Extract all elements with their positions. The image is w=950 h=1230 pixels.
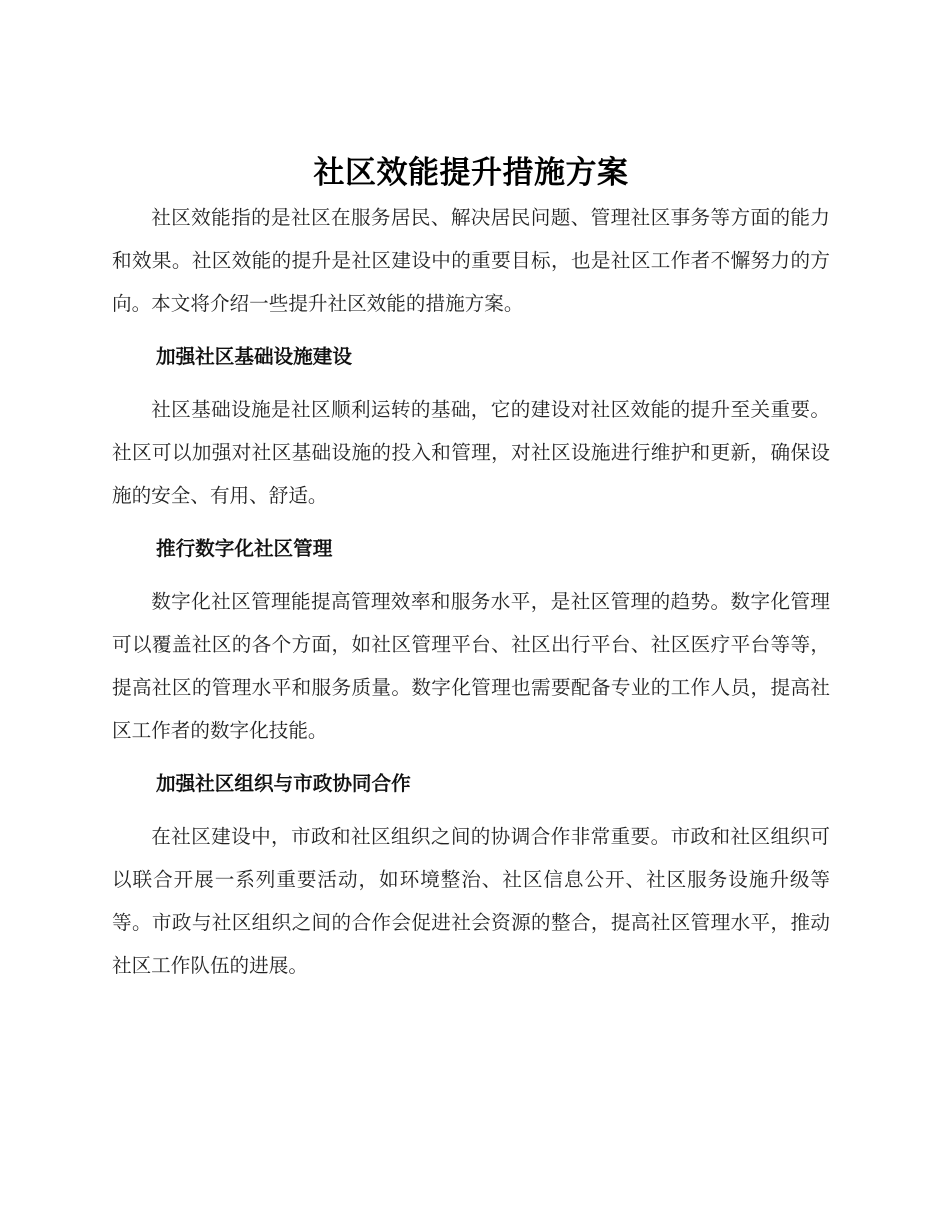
section-body-digital-management: 数字化社区管理能提高管理效率和服务水平，是社区管理的趋势。数字化管理可以覆盖社区的各个方面，如社区管理平台、社区出行平台、社区医疗平台等等，提高社区的管理水平和服务质量。数字化管理也需要配备专业的工作人员，提高社区工作者的数字化技能。 [112, 590, 830, 742]
section-body-infrastructure: 社区基础设施是社区顺利运转的基础，它的建设对社区效能的提升至关重要。社区可以加强对社区基础设施的投入和管理，对社区设施进行维护和更新，确保设施的安全、有用、舒适。 [112, 398, 830, 507]
document-title: 社区效能提升措施方案 [313, 155, 629, 191]
section-heading-infrastructure: 加强社区基础设施建设 [156, 345, 352, 368]
section-heading-digital-management: 推行数字化社区管理 [156, 537, 333, 560]
intro-paragraph: 社区效能指的是社区在服务居民、解决居民问题、管理社区事务等方面的能力和效果。社区效能的提升是社区建设中的重要目标，也是社区工作者不懈努力的方向。本文将介绍一些提升社区效能的措施方案。 [112, 206, 830, 315]
section-heading-municipal-cooperation: 加强社区组织与市政协同合作 [156, 772, 411, 795]
section-body-municipal-cooperation: 在社区建设中，市政和社区组织之间的协调合作非常重要。市政和社区组织可以联合开展一系列重要活动，如环境整治、社区信息公开、社区服务设施升级等等。市政与社区组织之间的合作会促进社会资源的整合，提高社区管理水平，推动社区工作队伍的进展。 [112, 825, 830, 977]
document-page [112, 150, 830, 987]
